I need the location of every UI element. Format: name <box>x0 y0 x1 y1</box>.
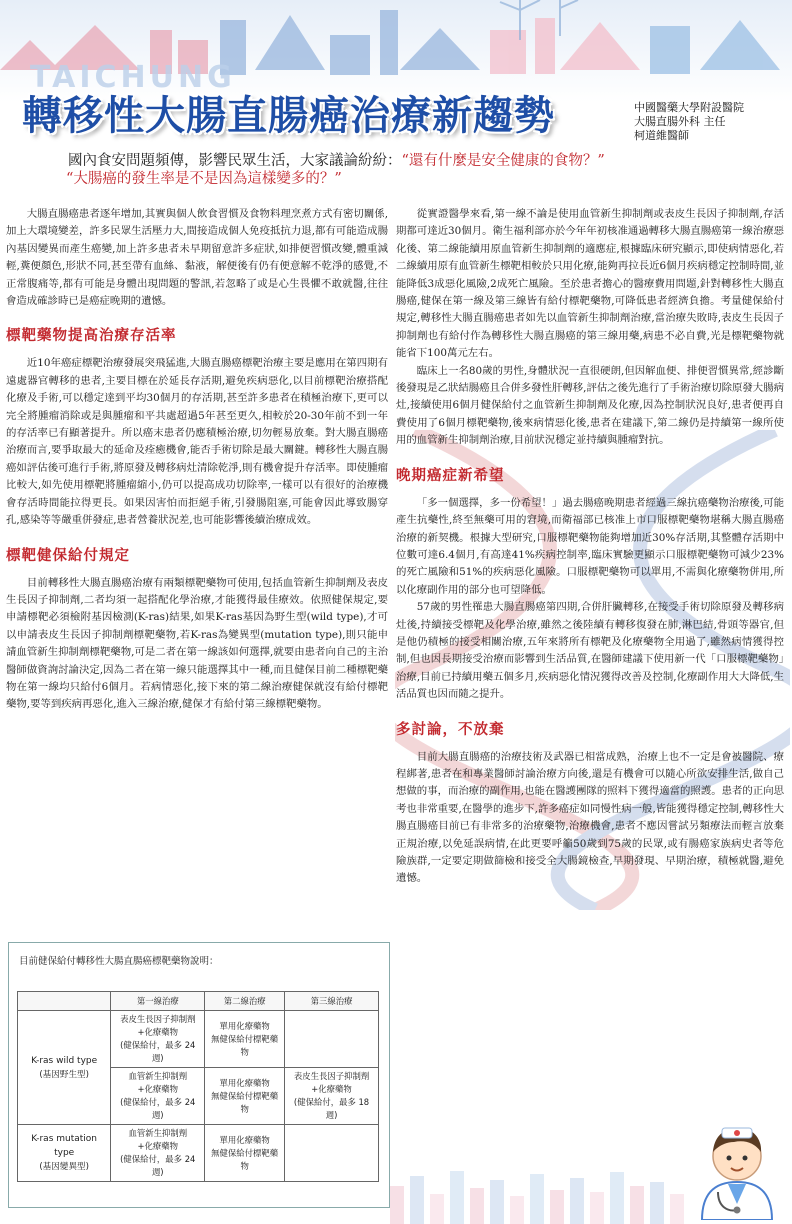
cell-line: 單用化療藥物 <box>219 1020 270 1031</box>
banner-city-word: TAICHUNG <box>30 60 236 95</box>
table-cell <box>205 1068 285 1125</box>
subtitle <box>68 152 768 188</box>
cell-line: 無健保給付標靶藥物 <box>211 1033 279 1057</box>
intro-paragraph: 大腸直腸癌患者逐年增加,其實與個人飲食習慣及食物料理烹煮方式有密切關係,加上大環境變差，許多民眾生活壓力大,間接造成個人免疫抵抗力退,都有可能造成腸內基因變異而產生癌變,加上許多患者未早期留意許多症狀,如排便習慣改變,體重減輕,糞便顏色,形狀不同,甚至帶有血絲、黏液，解便後有仍有便意解不乾淨的感覺,不正常腹痛等,都有可能是身體出現問題的警訊,若忽略了或是心生畏懼不敢就醫,往往會造成確診時已是癌症晚期的遺憾。 <box>6 208 388 308</box>
cell-line: +化療藥物 <box>137 1084 179 1094</box>
table-caption: 目前健保給付轉移性大腸直腸癌標靶藥物說明： <box>19 956 219 967</box>
table-row <box>18 1011 379 1068</box>
author-block <box>634 101 744 143</box>
page-title: 轉移性大腸直腸癌治療新趨勢 <box>22 93 555 139</box>
table-cell <box>111 1011 205 1068</box>
insurance-table-box <box>8 942 390 1208</box>
table-header-row <box>18 992 379 1011</box>
bottom-decoration <box>390 1166 690 1224</box>
table-row <box>18 1125 379 1182</box>
cell-line: +化療藥物 <box>311 1084 352 1094</box>
section-heading-discuss: 多討論，不放棄 <box>396 721 505 738</box>
table-cell-empty <box>285 1011 379 1068</box>
table-cell <box>205 1125 285 1182</box>
case-80-paragraph: 臨床上一名80歲的男性,身體狀況一直很硬朗,但因解血便、排便習慣異常,經診斷後發現是乙狀結腸癌且合併多發性肝轉移,評估之後先進行了手術治療切除原發大腸病灶,接續使用6個月健保給付之血管新生抑制劑及化療,因為控制狀況良好,患者便再自費使用了6個月標靶藥物,後來病情惡化後,患者在建議下,第二線仍是持續第一線所使用的血管新生抑制劑治療,目前狀況穩定並持續與腫瘤對抗。 <box>396 364 784 447</box>
subtitle-lead: 國內食安問題頻傳，影響民眾生活，大家議論紛紛： <box>68 153 402 169</box>
author-hospital: 中國醫藥大學附設醫院 <box>634 101 744 114</box>
author-department: 大腸直腸外科 主任 <box>634 115 726 128</box>
cell-line: 單用化療藥物 <box>219 1134 270 1145</box>
table-cell <box>285 1068 379 1125</box>
cell-line: 無健保給付標靶藥物 <box>211 1147 279 1171</box>
table-cell <box>111 1125 205 1182</box>
discuss-paragraph: 目前大腸直腸癌的治療技術及武器已相當成熟，治療上也不一定是會被醫院、療程綁著,患者在和專業醫師討論治療方向後,還是有機會可以隨心所欲安排生活,做自己想做的事，而治療的副作用,也能在醫護團隊的照料下獲得適當的照護。患者的正向思考也非常重要,在醫學的進步下,許多癌症如同慢性病一般,皆能獲得穩定控制,轉移性大腸直腸癌目前已有非常多的治療藥物,治療機會,患者不應因嘗試另類療法而輕言放棄正規治療,以免延誤病情,在此更要呼籲50歲到75歲的民眾,或有腸癌家族病史者等危險族群,一定要定期做篩檢和接受全大腸鏡檢查,早期發現、早期治療，積極就醫,避免遺憾。 <box>396 750 784 885</box>
targeted-survival-paragraph: 近10年癌症標靶治療發展突飛猛進,大腸直腸癌標靶治療主要是應用在第四期有遠處器官轉移的患者,主要目標在於延長存活期,避免疾病惡化,以目前標靶治療搭配化療及手術,可以穩定達到平均30個月的存活期,甚至許多患者在積極治療下,更可以完全將腫瘤消除或是與腫瘤和平共處超過5年甚至更久,相較於20-30年前不到一年的存活率已有顯著提升。所以癌末患者仍應積極治療,切勿輕易放棄。對大腸直腸癌治療而言,要爭取最大的延命及痊癒機會,能否手術切除是最大關鍵。轉移性大腸直腸癌如評估後可進行手術,將原發及轉移病灶清除乾淨,則有機會提升存活率。即使腫瘤比較大,如先使用標靶將腫瘤縮小,仍可以提高成功切除率,一樣可以有很好的治療機會存活時間能拉得更長。如果因害怕而拒絕手術,引發腸阻塞,可能會因此導致腸穿孔,感染等等嚴重併發症,患者營養狀況差,也可能影響後續治療成效。 <box>6 357 388 527</box>
cell-line: +化療藥物 <box>137 1027 179 1037</box>
new-hope-paragraph: 「多一個選擇，多一份希望！」過去腸癌晚期患者經過三線抗癌藥物治療後,可能產生抗藥性,終至無藥可用的窘境,而衛福部已核准上市口服標靶藥物堪稱大腸直腸癌治療的新契機。根據大型研究,口服標靶藥物能夠增加近30%存活期,其整體存活期中位數可達6.4個月,有高達41%疾病控制率,臨床實驗更顯示口服標靶藥物可減少23%的死亡風險和51%的疾病惡化風險。口服標靶藥物可以單用,不需與化療藥物併用,所以化療副作用的部分也可望降低。 <box>396 496 784 596</box>
row-head-mutation-type <box>18 1125 111 1182</box>
section-heading-new-hope: 晚期癌症新希望 <box>396 467 505 484</box>
doctor-illustration <box>688 1112 786 1220</box>
table-header-third-line: 第三線治療 <box>285 992 379 1011</box>
table-header-first-line: 第一線治療 <box>111 992 205 1011</box>
row-head-label: K-ras wild type <box>31 1055 98 1066</box>
insurance-rules-paragraph: 目前轉移性大腸直腸癌治療有兩類標靶藥物可使用,包括血管新生抑制劑及表皮生長因子抑制劑,二者均須一起搭配化學治療,才能獲得最佳療效。依照健保規定,要申請標靶必須檢附基因檢測(K-ras)結果,如果K-ras基因為野生型(wild type),才可以申請表皮生長因子抑制劑標靶藥物,若K-ras為變異型(mutation type),則只能申請血管新生抑制劑標靶藥物,可是二者在第一線該如何選擇,就要由患者向自己的主治醫師做資詢討論決定,因為二者在第一線只能選擇其中一種,而且健保目前二種標靶藥物在第一線均只給付6個月。若病情惡化,接下來的第二線治療健保就沒有給付標靶藥物,要等到疾病再惡化,進入三線治療,健保才有給付第三線標靶藥物。 <box>6 576 388 711</box>
row-head-sublabel: (基因野生型) <box>39 1069 89 1080</box>
cell-line: +化療藥物 <box>137 1141 179 1151</box>
table-header-empty <box>18 992 111 1011</box>
row-head-label: K-ras mutation type <box>31 1134 98 1158</box>
table-cell-empty <box>285 1125 379 1182</box>
subtitle-quote-2: “大腸癌的發生率是不是因為這樣變多的？” <box>66 171 342 187</box>
left-column <box>6 206 388 714</box>
row-head-wild-type <box>18 1011 111 1125</box>
cell-line: 單用化療藥物 <box>219 1077 270 1088</box>
right-column <box>396 206 784 888</box>
cell-line: 表皮生長因子抑制劑 <box>120 1014 196 1024</box>
cell-line: 血管新生抑制劑 <box>128 1071 188 1081</box>
subtitle-quote-1: “還有什麼是安全健康的食物？” <box>401 153 605 169</box>
cell-line: 血管新生抑制劑 <box>128 1128 188 1138</box>
insurance-table <box>17 991 379 1182</box>
table-cell <box>205 1011 285 1068</box>
section-heading-targeted-survival: 標靶藥物提高治療存活率 <box>6 328 177 345</box>
row-head-sublabel: (基因變異型) <box>39 1162 89 1172</box>
cell-line: (健保給付，最多 24 週) <box>120 1154 196 1177</box>
cell-line: (健保給付，最多 18 週) <box>293 1097 370 1120</box>
cell-line: 表皮生長因子抑制劑 <box>293 1071 370 1081</box>
author-name: 柯道維醫師 <box>634 129 689 142</box>
case-57-paragraph: 57歲的男性罹患大腸直腸癌第四期,合併肝臟轉移,在接受手術切除原發及轉移病灶後,持續接受標靶及化學治療,雖然之後陸續有轉移復發在肺,淋巴結,骨頭等器官,但是他仍積極的接受相關治療,五年來將所有標靶及化療藥物全用過了,雖然病情獲得控制,但也因長期接受治療而影響到生活品質,在醫師建議下使用新一代「口服標靶藥物」治療,目前已持續用藥五個多月,疾病惡化情況獲得改善及控制,化療副作用大大降低,生活品質也因而隨之提升。 <box>396 601 784 701</box>
cell-line: (健保給付，最多 24 週) <box>120 1097 196 1120</box>
table-header-second-line: 第二線治療 <box>205 992 285 1011</box>
section-heading-insurance-rules: 標靶健保給付規定 <box>6 547 130 564</box>
table-cell <box>111 1068 205 1125</box>
evidence-paragraph: 從實證醫學來看,第一線不論是使用血管新生抑制劑或表皮生長因子抑制劑,存活期都可達近30個月。衛生福利部亦於今年年初核准通過轉移大腸直腸癌第一線治療惡化後、第二線能續用原血管新生抑制劑的適應症,根據臨床研究顯示,即使病情惡化,若二線續用原有血管新生標靶相較於只用化療,能夠再拉長近6個月疾病穩定控制時間,並能降低3成惡化風險,2成死亡風險。至於患者擔心的醫療費用問題,針對轉移性大腸直腸癌,健保在第一線及第三線皆有給付標靶藥物,可降低患者經濟負擔。考量健保給付規定,轉移性大腸直腸癌患者如先以血管新生抑制劑治療,當治療失敗時,表皮生長因子抑制劑也有給付作為轉移性大腸直腸癌的第三線用藥,病患不必自費,光是標靶藥物就能省下100萬元左右。 <box>396 208 784 360</box>
cell-line: (健保給付，最多 24 週) <box>120 1040 196 1063</box>
cell-line: 無健保給付標靶藥物 <box>211 1090 279 1114</box>
